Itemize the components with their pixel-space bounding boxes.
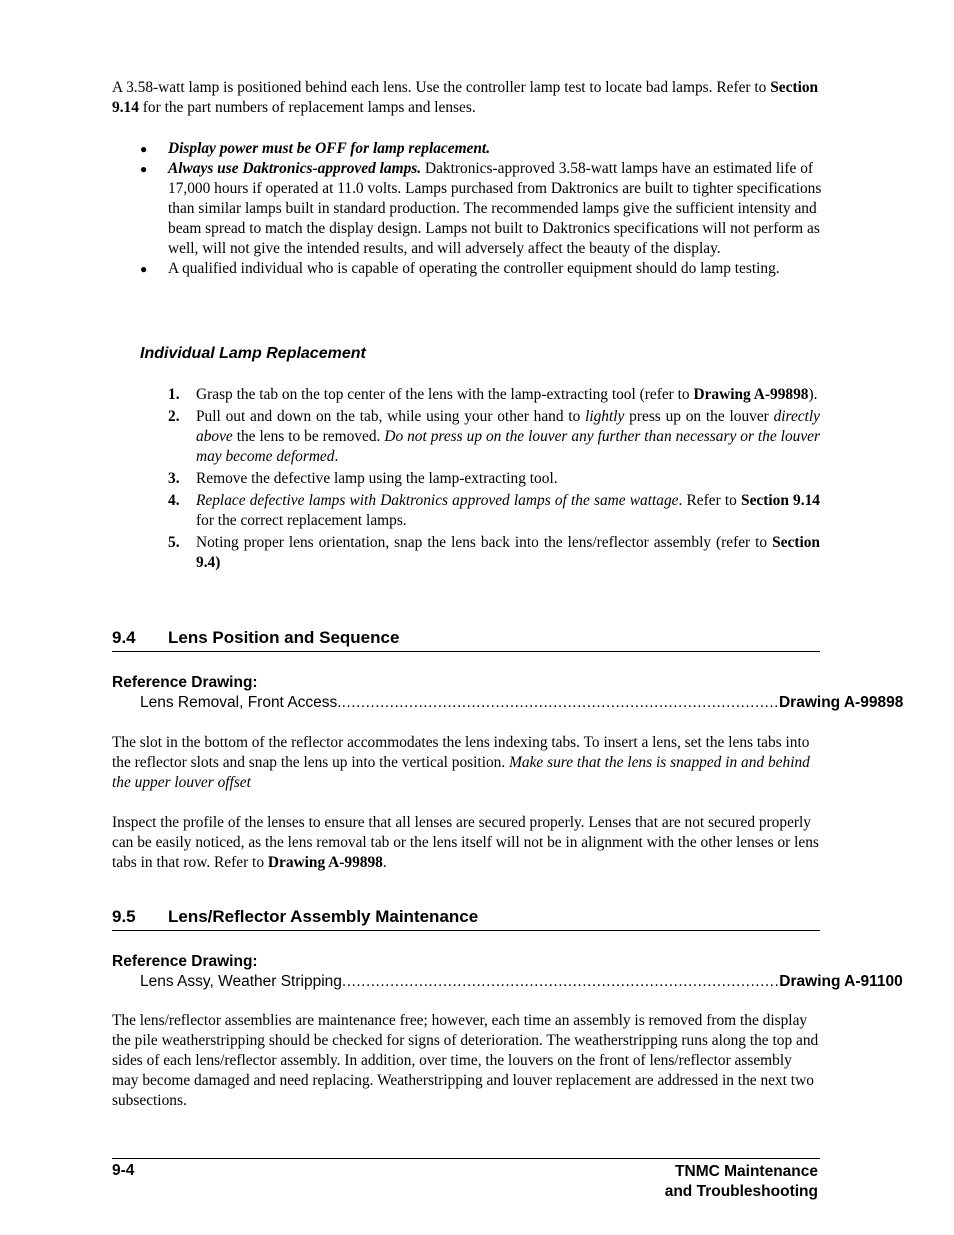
list-item bbox=[140, 159, 822, 259]
body-paragraph: The lens/reflector assemblies are maintenance free; however, each time an assembly is removed from the display the pile weatherstripping should be checked for signs of deterioration. The weatherstripping runs along the top and sides of each lens/reflector assembly. In addition, over time, the louvers on the front of lens/reflector assembly may become damaged and need replacing. Weatherstripping and louver replacement are addressed in the next two subsections. bbox=[112, 1012, 819, 1109]
procedure-steps bbox=[168, 385, 820, 575]
step-text: for the correct replacement lamps. bbox=[196, 512, 407, 529]
section-reference: Section 9.14 bbox=[741, 492, 820, 509]
step-number: 1. bbox=[168, 386, 180, 403]
step-text: ). bbox=[808, 386, 818, 403]
section-heading-9-4 bbox=[112, 628, 820, 652]
footer-title-line: TNMC Maintenance bbox=[675, 1163, 818, 1180]
section-title: Lens Position and Sequence bbox=[168, 628, 400, 647]
reference-item: Lens Assy, Weather Stripping bbox=[140, 973, 342, 990]
step-item bbox=[168, 533, 820, 573]
leader-dots: ........................................................................................... bbox=[341, 973, 780, 990]
step-text: Pull out and down on the tab, while using your other hand to bbox=[196, 408, 586, 425]
bullet-icon: ● bbox=[140, 162, 148, 176]
step-emphasis: directly above bbox=[196, 408, 820, 445]
intro-text-end: for the part numbers of replacement lamps and lenses. bbox=[138, 99, 476, 116]
caution-list bbox=[140, 139, 822, 279]
paragraph-emphasis: Make sure that the lens is snapped in and behind the upper louver offset bbox=[112, 754, 810, 791]
step-text: Noting proper lens orientation, snap the lens back into the lens/reflector assembly (refer to bbox=[196, 534, 773, 551]
step-number: 5. bbox=[168, 534, 180, 551]
step-number: 3. bbox=[168, 470, 180, 487]
bullet-warning-text: Display power must be OFF for lamp replacement. bbox=[168, 140, 491, 157]
reference-drawing-label: Reference Drawing: bbox=[112, 674, 258, 691]
intro-text: A 3.58-watt lamp is positioned behind each lens. Use the controller lamp test to locate bad lamps. Refer to bbox=[112, 79, 771, 96]
step-item bbox=[168, 385, 820, 405]
drawing-number: Drawing A-99898 bbox=[778, 694, 904, 711]
step-emphasis: Replace defective lamps with Daktronics approved lamps of the same wattage bbox=[196, 492, 679, 509]
section-reference: Section 9.4) bbox=[196, 534, 820, 571]
step-item bbox=[168, 407, 820, 467]
paragraph-text: Inspect the profile of the lenses to ensure that all lenses are secured properly. Lenses that are not secured properly can be easily noticed, as the lens removal tab or the lens itself will not be in alignment with the other lenses or lens tabs in that row. Refer to bbox=[112, 814, 819, 871]
paragraph-text: . bbox=[382, 854, 387, 871]
step-text: the lens to be removed. bbox=[232, 428, 385, 445]
step-number: 4. bbox=[168, 492, 180, 509]
section-reference: Section 9.14 bbox=[112, 79, 819, 116]
step-text: press up on the louver bbox=[624, 408, 774, 425]
section-number: 9.5 bbox=[112, 907, 136, 926]
reference-drawing-label: Reference Drawing: bbox=[112, 953, 258, 970]
paragraph-text: The slot in the bottom of the reflector accommodates the lens indexing tabs. To insert a lens, set the lens tabs into the reflector slots and snap the lens up into the vertical position. bbox=[112, 734, 810, 771]
step-text: Grasp the tab on the top center of the lens with the lamp-extracting tool (refer to bbox=[196, 386, 694, 403]
footer-rule bbox=[112, 1158, 820, 1159]
footer-title-line: and Troubleshooting bbox=[664, 1183, 818, 1200]
page-number: 9-4 bbox=[112, 1162, 135, 1179]
body-paragraph bbox=[112, 813, 820, 873]
step-item bbox=[168, 491, 820, 531]
section-number: 9.4 bbox=[112, 628, 136, 647]
reference-drawing-entry bbox=[140, 973, 903, 991]
step-text: . bbox=[334, 448, 339, 465]
bullet-text: A qualified individual who is capable of operating the controller equipment should do lamp testing. bbox=[168, 260, 780, 277]
reference-drawing-entry bbox=[140, 694, 904, 712]
section-heading-9-5 bbox=[112, 907, 820, 931]
step-emphasis: Do not press up on the louver any further than necessary or the louver may become deformed bbox=[196, 428, 820, 465]
list-item bbox=[140, 259, 822, 279]
leader-dots: ........................................................................................... bbox=[341, 694, 779, 711]
step-text: Remove the defective lamp using the lamp-extracting tool. bbox=[196, 470, 558, 487]
section-title: Lens/Reflector Assembly Maintenance bbox=[168, 907, 479, 926]
bullet-icon: ● bbox=[140, 142, 148, 156]
step-emphasis: lightly bbox=[585, 408, 625, 425]
footer-title bbox=[665, 1162, 818, 1202]
bullet-icon: ● bbox=[140, 262, 148, 276]
drawing-reference: Drawing A-99898 bbox=[693, 386, 809, 403]
bullet-text: Daktronics-approved 3.58-watt lamps have an estimated life of 17,000 hours if operated at 11.0 volts. Lamps purchased from Daktronics are built to tighter specifications than similar lamps built in standard production. The recommended lamps give the sufficient intensity and beam spread to match the display design. Lamps not built to Daktronics specifications will not perform as well, will not give the intended results, and will adversely affect the beauty of the display. bbox=[168, 160, 822, 257]
drawing-reference: Drawing A-99898 bbox=[267, 854, 383, 871]
reference-item: Lens Removal, Front Access. bbox=[140, 694, 342, 711]
step-number: 2. bbox=[168, 408, 180, 425]
body-paragraph bbox=[112, 733, 820, 793]
step-item bbox=[168, 469, 820, 489]
drawing-number: Drawing A-91100 bbox=[779, 973, 903, 990]
intro-paragraph bbox=[112, 78, 822, 118]
bullet-emphasis-text: Always use Daktronics-approved lamps. bbox=[168, 160, 422, 177]
step-text: . Refer to bbox=[678, 492, 742, 509]
list-item bbox=[140, 139, 822, 159]
subsection-heading: Individual Lamp Replacement bbox=[140, 345, 366, 362]
